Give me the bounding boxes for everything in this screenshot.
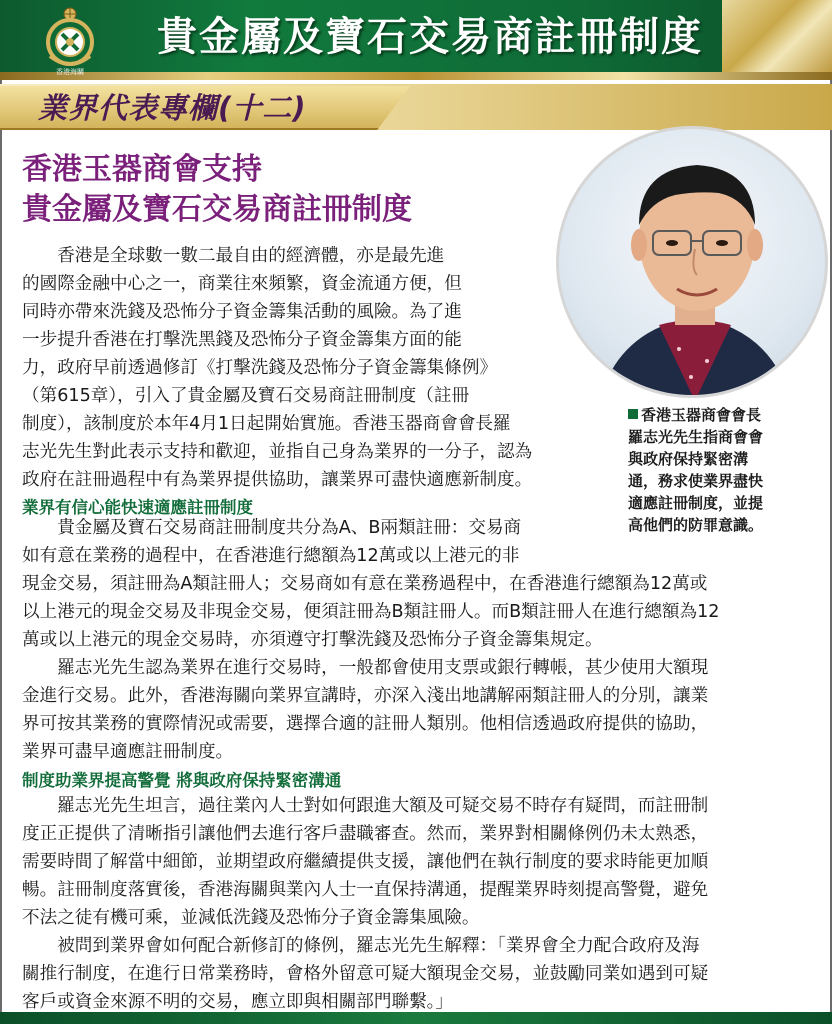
caption-line: 與政府保持緊密溝 bbox=[628, 450, 749, 468]
caption-bullet-icon bbox=[628, 409, 638, 419]
text-line: 被問到業界會如何配合新修訂的條例，羅志光先生解釋：「業界會全力配合政府及海 bbox=[22, 936, 700, 956]
text-line: 暢。註冊制度落實後，香港海關與業內人士一直保持溝通，提醒業界時刻提高警覺，避免 bbox=[22, 880, 709, 900]
caption-line: 高他們的防罪意識。 bbox=[628, 516, 764, 534]
text-line: 貴金屬及寶石交易商註冊制度共分為A、B兩類註冊：交易商 bbox=[22, 518, 522, 538]
text-line: 萬或以上港元的現金交易時，亦須遵守打擊洗錢及恐怖分子資金籌集規定。 bbox=[22, 630, 603, 650]
text-line: 的國際金融中心之一，商業往來頻繁，資金流通方便，但 bbox=[22, 274, 462, 294]
banner-title: 貴金屬及寶石交易商註冊制度 bbox=[157, 13, 703, 60]
caption-line: 適應註冊制度，並提 bbox=[628, 494, 764, 512]
text-line: 制度），該制度於本年4月1日起開始實施。香港玉器商會會長羅 bbox=[22, 414, 511, 434]
text-line: 現金交易，須註冊為A類註冊人；交易商如有意在業務過程中，在香港進行總額為12萬或 bbox=[22, 574, 708, 594]
text-line: 關推行制度，在進行日常業務時，會格外留意可疑大額現金交易，並鼓勵同業如遇到可疑 bbox=[22, 964, 709, 984]
text-line: 度正正提供了清晰指引讓他們去進行客戶盡職審查。然而，業界對相關條例仍未太熟悉， bbox=[22, 824, 709, 844]
text-line: 以上港元的現金交易及非現金交易，便須註冊為B類註冊人。而B類註冊人在進行總額為12 bbox=[22, 602, 720, 622]
section-heading: 業界有信心能快速適應註冊制度 bbox=[22, 498, 253, 517]
headline-line-1: 香港玉器商會支持 bbox=[22, 152, 262, 187]
text-line: 需要時間了解當中細節，並期望政府繼續提供支援，讓他們在執行制度的要求時能更加順 bbox=[22, 852, 709, 872]
bottom-strip bbox=[0, 1012, 832, 1024]
text-line: 不法之徒有機可乘，並減低洗錢及恐怖分子資金籌集風險。 bbox=[22, 908, 480, 928]
emblem-label: 香港海關 bbox=[56, 68, 84, 76]
caption-line: 通，務求使業界盡快 bbox=[628, 472, 764, 490]
text-line: 一步提升香港在打擊洗黑錢及恐怖分子資金籌集方面的能 bbox=[22, 330, 462, 350]
section-1-body bbox=[22, 514, 822, 766]
header-banner bbox=[0, 0, 832, 80]
text-line: 志光先生對此表示支持和歡迎，並指自己身為業界的一分子，認為 bbox=[22, 442, 533, 462]
text-line: 同時亦帶來洗錢及恐怖分子資金籌集活動的風險。為了進 bbox=[22, 302, 462, 322]
column-title: 業界代表專欄(十二) bbox=[38, 91, 307, 125]
text-line: 客戶或資金來源不明的交易，應立即與相關部門聯繫。」 bbox=[22, 992, 454, 1012]
section-heading: 制度助業界提高警覺 將與政府保持緊密溝通 bbox=[22, 771, 342, 790]
headline-line-2: 貴金屬及寶石交易商註冊制度 bbox=[22, 192, 412, 227]
article-headline bbox=[22, 150, 562, 230]
caption-line: 香港玉器商會會長 bbox=[628, 404, 824, 426]
text-line: 界可按其業務的實際情況或需要，選擇合適的註冊人類別。他相信透過政府提供的協助， bbox=[22, 714, 709, 734]
text-line: 羅志光先生坦言，過往業內人士對如何跟進大額及可疑交易不時存有疑問，而註冊制 bbox=[22, 796, 709, 816]
section-2-body bbox=[22, 792, 822, 1016]
text-line: 羅志光先生認為業界在進行交易時，一般都會使用支票或銀行轉帳，甚少使用大額現 bbox=[22, 658, 709, 678]
text-line: （第615章），引入了貴金屬及寶石交易商註冊制度（註冊 bbox=[22, 386, 470, 406]
gold-strip bbox=[0, 72, 832, 80]
text-line: 金進行交易。此外，香港海關向業界宣講時，亦深入淺出地講解兩類註冊人的分別，讓業 bbox=[22, 686, 709, 706]
text-line: 如有意在業務的過程中，在香港進行總額為12萬或以上港元的非 bbox=[22, 546, 520, 566]
text-line: 政府在註冊過程中有為業界提供協助，讓業界可盡快適應新制度。 bbox=[22, 470, 533, 490]
text-line: 力，政府早前透過修訂《打擊洗錢及恐怖分子資金籌集條例》 bbox=[22, 358, 498, 378]
intro-paragraph bbox=[22, 242, 617, 494]
text-line: 香港是全球數一數二最自由的經濟體，亦是最先進 bbox=[22, 246, 445, 266]
caption-line: 羅志光先生指商會會 bbox=[628, 428, 764, 446]
customs-emblem-icon bbox=[38, 4, 102, 76]
text-line: 業界可盡早適應註冊制度。 bbox=[22, 742, 234, 762]
